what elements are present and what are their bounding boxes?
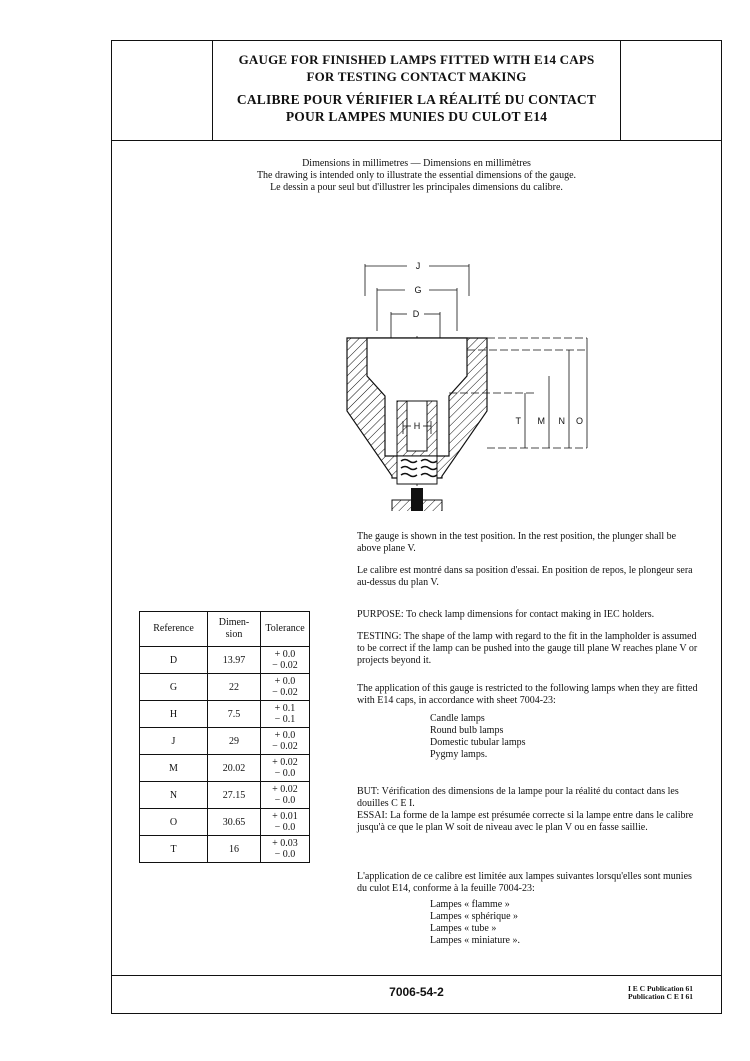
ref-cell: J <box>140 728 208 755</box>
dim-cell: 13.97 <box>208 647 261 674</box>
list-item: Candle lamps <box>430 713 485 724</box>
testing-text: The shape of the lamp with regard to the fit in the lampholder is assumed to be correct if the lamp can be pushed into the gauge till plane W reaches plane V or projects beyond it. <box>357 631 698 666</box>
dim-cell: 30.65 <box>208 809 261 836</box>
lamp-list-en <box>430 713 526 761</box>
ref-cell: G <box>140 674 208 701</box>
purpose-text: To check lamp dimensions for contact making in IEC holders. <box>406 609 655 620</box>
intro-notes <box>112 158 721 194</box>
dim-label-n: N <box>558 416 565 426</box>
dim-cell: 22 <box>208 674 261 701</box>
but-label: BUT: <box>357 786 380 797</box>
but-paragraph <box>357 786 702 810</box>
tolerance-cell <box>261 647 310 674</box>
table-row <box>140 701 310 728</box>
tolerance-cell <box>261 836 310 863</box>
tolerance-cell <box>261 701 310 728</box>
essai-text: La forme de la lampe est présumée correcte si la lampe entre dans le calibre jusqu'à ce que le plan W soit de niveau avec le plan V ou en fasse saillie. <box>357 810 694 833</box>
document-sheet <box>111 40 722 1014</box>
dim-label-t: T <box>515 416 521 426</box>
tolerance-plus: + 0.0 <box>274 730 296 741</box>
intro-line-3: Le dessin a pour seul but d'illustrer les principales dimensions du calibre. <box>270 182 563 193</box>
header-dimension: Dimen- sion <box>208 612 261 647</box>
tolerance-plus: + 0.02 <box>272 784 298 795</box>
lamp-list-fr <box>430 899 520 947</box>
title-fr-line2: POUR LAMPES MUNIES DU CULOT E14 <box>285 109 548 124</box>
publication-reference <box>628 985 693 1001</box>
tolerance-minus: − 0.0 <box>274 795 296 806</box>
intro-line-1: Dimensions in millimetres — Dimensions en millimètres <box>302 158 531 169</box>
tolerance-cell <box>261 674 310 701</box>
table-row <box>140 755 310 782</box>
intro-line-2: The drawing is intended only to illustrate the essential dimensions of the gauge. <box>256 170 577 181</box>
position-note-en: The gauge is shown in the test position. In the rest position, the plunger shall be above plane V. <box>357 531 677 554</box>
publication-en: I E C Publication 61 <box>627 984 693 993</box>
table-row <box>140 674 310 701</box>
tolerance-minus: − 0.0 <box>274 822 296 833</box>
dim-cell: 20.02 <box>208 755 261 782</box>
tolerance-minus: − 0.0 <box>274 849 296 860</box>
testing-paragraph <box>357 631 702 667</box>
title-block <box>112 41 721 141</box>
tolerance-minus: − 0.02 <box>272 741 298 752</box>
dim-label-g: G <box>414 285 422 295</box>
tolerance-minus: − 0.0 <box>274 768 296 779</box>
title-fr-line1: CALIBRE POUR VÉRIFIER LA RÉALITÉ DU CONTACT <box>236 92 597 107</box>
dim-cell: 29 <box>208 728 261 755</box>
tolerance-minus: − 0.1 <box>274 714 296 725</box>
title-block-right-cell <box>620 41 721 140</box>
dim-label-h: H <box>413 421 421 431</box>
ref-cell: H <box>140 701 208 728</box>
table-row <box>140 728 310 755</box>
dim-cell: 16 <box>208 836 261 863</box>
tolerance-plus: + 0.1 <box>274 703 296 714</box>
dim-label-o: O <box>575 416 583 426</box>
list-item: Round bulb lamps <box>430 725 504 736</box>
dim-cell: 7.5 <box>208 701 261 728</box>
ref-cell: M <box>140 755 208 782</box>
list-item: Domestic tubular lamps <box>430 737 526 748</box>
position-note-fr: Le calibre est montré dans sa position d'essai. En position de repos, le plongeur sera au-dessus du plan V. <box>357 565 693 588</box>
list-item: Lampes « tube » <box>430 923 497 934</box>
dim-label-m: M <box>537 416 545 426</box>
dim-label-j: J <box>415 261 421 271</box>
title-en-line2: FOR TESTING CONTACT MAKING <box>306 69 527 84</box>
tolerance-cell <box>261 809 310 836</box>
table-row <box>140 782 310 809</box>
list-item: Lampes « flamme » <box>430 899 510 910</box>
footer-divider <box>112 975 721 976</box>
tolerance-plus: + 0.0 <box>274 676 296 687</box>
header-reference: Reference <box>140 612 208 647</box>
list-item: Pygmy lamps. <box>430 749 488 760</box>
dim-label-d: D <box>412 309 420 319</box>
dim-cell: 27.15 <box>208 782 261 809</box>
tolerance-cell <box>261 782 310 809</box>
ref-cell: D <box>140 647 208 674</box>
ref-cell: N <box>140 782 208 809</box>
tolerance-plus: + 0.01 <box>272 811 298 822</box>
table-row <box>140 809 310 836</box>
application-fr-paragraph: L'application de ce calibre est limitée aux lampes suivantes lorsqu'elles sont munies du culot E14, conforme à la feuille 7004-23: <box>357 871 692 894</box>
tolerance-cell <box>261 728 310 755</box>
title-en-line1: GAUGE FOR FINISHED LAMPS FITTED WITH E14 CAPS <box>238 52 595 67</box>
page-title <box>213 51 620 125</box>
tolerance-minus: − 0.02 <box>272 660 298 671</box>
essai-paragraph <box>357 810 702 834</box>
list-item: Lampes « sphérique » <box>430 911 519 922</box>
tolerance-minus: − 0.02 <box>272 687 298 698</box>
sheet-code: 7006-54-2 <box>389 985 444 999</box>
testing-label: TESTING: <box>357 631 402 642</box>
list-item: Lampes « miniature ». <box>430 935 520 946</box>
but-text: Vérification des dimensions de la lampe pour la réalité du contact dans les douilles C E I. <box>357 786 679 809</box>
publication-fr: Publication C E I 61 <box>627 992 693 1001</box>
essai-label: ESSAI: <box>357 810 388 821</box>
ref-cell: O <box>140 809 208 836</box>
table-body <box>140 647 310 863</box>
tolerance-cell <box>261 755 310 782</box>
table-row <box>140 647 310 674</box>
header-tolerance: Tolerance <box>261 612 310 647</box>
purpose-paragraph <box>357 609 702 621</box>
purpose-label: PURPOSE: <box>357 609 404 620</box>
gauge-technical-drawing <box>337 216 597 511</box>
dimensions-table <box>139 611 310 863</box>
application-en-paragraph: The application of this gauge is restricted to the following lamps when they are fitted with E14 caps, in accordance with sheet 7004-23: <box>357 683 698 706</box>
tolerance-plus: + 0.0 <box>274 649 296 660</box>
ref-cell: T <box>140 836 208 863</box>
tolerance-plus: + 0.02 <box>272 757 298 768</box>
table-row <box>140 836 310 863</box>
title-block-left-cell <box>112 41 213 140</box>
tolerance-plus: + 0.03 <box>272 838 298 849</box>
